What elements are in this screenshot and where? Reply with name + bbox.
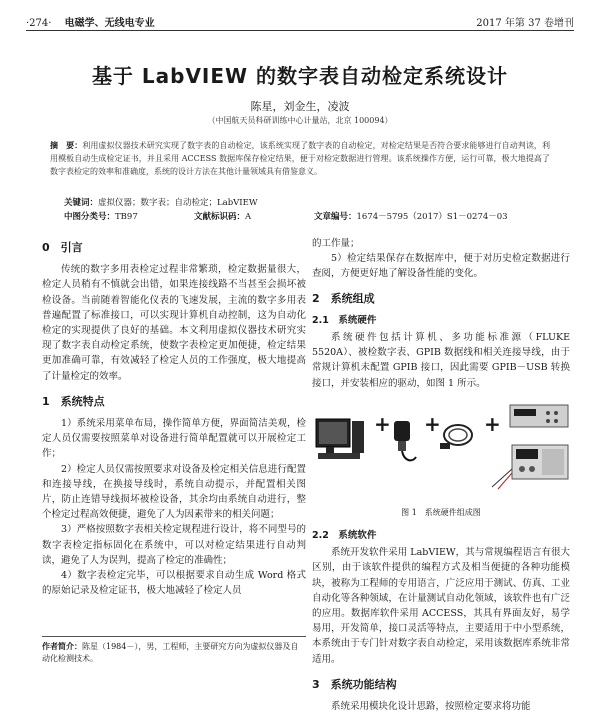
footnote-label: 作者简介： <box>42 642 82 651</box>
abstract <box>50 139 550 178</box>
right-column <box>312 236 570 714</box>
intro-paragraph: 传统的数字多用表检定过程非常繁琐，检定数据量很大，检定人员稍有不慎就会出错，如果连接线路不当甚至会损坏被检设备。当前随着智能化仪表的飞速发展，主流的数字多用表普遍配置了标准接口，可以实现计算机自动控制，这为自动化检定的实现提供了良好的基础。本文利用虚拟仪器技术研究实现了数字表自动检定系统，使数字表检定更加便捷，检定结果更加准确可靠，有效减轻了检定人员的工作强度，极大地提高了计量检定的效率。 <box>42 264 306 382</box>
page-number: ·274· <box>26 18 52 29</box>
journal-name: 电磁学、无线电专业 <box>64 18 155 29</box>
hardware-figure <box>312 399 570 503</box>
computer-illustration <box>316 419 364 459</box>
hardware-illustration <box>312 399 570 503</box>
footnote-text: 陈星（1984－），男，工程师，主要研究方向为虚拟仪器及自动化检测技术。 <box>42 642 299 663</box>
function-paragraph: 系统采用模块化设计思路，按照检定要求将功能 <box>331 701 531 713</box>
article-number-value: 1674－5795（2017）S1－0274－03 <box>356 212 508 222</box>
feature-item-3: 3）严格按照数字表相关检定规程进行设计，将不同型号的数字表检定指标固化在系统中，可以对检定结果进行自动判读，避免了人为误判，提高了检定的准确性； <box>42 524 306 566</box>
keywords-label: 关键词： <box>64 198 99 208</box>
article-number-label: 文章编号： <box>314 212 357 222</box>
running-header <box>26 12 574 31</box>
author-footnote <box>42 636 306 665</box>
multimeter-illustration <box>510 405 568 427</box>
software-paragraph: 系统开发软件采用 LabVIEW，其与常规编程语言有很大区别，由于该软件提供的编程方式及相当便捷的各种功能模块，被称为工程师的专用语言，广泛应用于测试、仿真、工业自动化等各种领域，在计量测试自动化领域，该软件也有广泛的应用。数据库软件采用 ACCESS，其具有界面友好，易学易用，开发简单，接口灵活等特点，主要适用于中小型系统，本系统由于专门针对数字表自动检定，采用该数据库系统非常适用。 <box>312 547 570 665</box>
hardware-paragraph: 系统硬件包括计算机、多功能标准源（FLUKE 5520A）、被检数字表、GPIB 数据线和相关连接导线，由于常规计算机未配置 GPIB 接口，因此需要 GPIB－USB 转换接口，并安装相应的驱动，如图 1 所示。 <box>312 332 570 389</box>
classification-line <box>64 210 544 222</box>
affiliation: （中国航天员科研训练中心计量站，北京 100094） <box>207 116 393 125</box>
section-heading-intro: 0 引言 <box>42 241 83 254</box>
section-heading-features: 1 系统特点 <box>42 394 105 408</box>
abstract-text: 利用虚拟仪器技术研究实现了数字表的自动检定，该系统实现了数字表的自动检定，对检定结果是否符合要求能够进行自动判读，利用模板自动生成检定证书，并且采用 ACCESS 数据库保存检定结果，便于对检定数据进行管理。该系统操作方便，运行可靠，极大地提高了数字表检定的效率和准确度，系统的设计方法在其他计量领域具有借鉴意义。 <box>50 141 550 176</box>
doc-code-value: A <box>245 212 252 222</box>
section-heading-function: 3 系统功能结构 <box>312 677 397 691</box>
abstract-label: 摘 要： <box>50 141 83 150</box>
plus-sign-1: + <box>374 411 391 436</box>
gpib-usb-adapter-illustration <box>394 421 416 460</box>
feature-item-4: 4）数字表检定完毕，可以根据要求自动生成 Word 格式的原始记录及检定证书，极大地减轻了检定人员 <box>42 570 306 597</box>
keywords-text: 虚拟仪器；数字表；自动检定；LabVIEW <box>98 198 258 208</box>
feature-item-1: 1）系统采用菜单布局，操作简单方便，界面简洁美观，检定人员仅需要按照菜单对设备进行简单配置就可以开展检定工作； <box>42 418 306 460</box>
doc-code-label: 文献标识码： <box>194 212 246 222</box>
feature-item-2: 2）检定人员仅需按照要求对设备及检定相关信息进行配置和连接导线，在换接导线时，系统自动提示，并配置相关图片，防止连错导线损坏被检设备，其余均由系统自动进行，整个检定过程高效便捷，避免了人为因素带来的相关问题； <box>42 463 306 521</box>
keywords <box>64 196 258 208</box>
continued-text: 的工作量； <box>312 238 360 249</box>
feature-item-5: 5）检定结果保存在数据库中，便于对历史检定数据进行查阅，方便更好地了解设备性能的变化。 <box>312 253 570 280</box>
clc-label: 中图分类号： <box>64 212 116 222</box>
issue-info: 2017 年第 37 卷增刊 <box>476 18 574 29</box>
header-left <box>26 14 155 29</box>
subsection-heading-software: 2.2 系统软件 <box>312 530 377 542</box>
gpib-cable-illustration <box>440 425 472 449</box>
figure-caption: 图 1 系统硬件组成图 <box>401 507 481 517</box>
plus-sign-2: + <box>424 411 441 436</box>
authors: 陈星，刘金生，凌波 <box>250 100 350 113</box>
plus-sign-3: + <box>484 411 501 436</box>
calibrator-illustration <box>492 445 568 489</box>
clc-value: TB97 <box>115 212 138 222</box>
left-column <box>42 234 306 598</box>
paper-title: 基于 LabVIEW 的数字表自动检定系统设计 <box>91 64 509 88</box>
section-heading-composition: 2 系统组成 <box>312 291 375 305</box>
subsection-heading-hardware: 2.1 系统硬件 <box>312 314 377 326</box>
